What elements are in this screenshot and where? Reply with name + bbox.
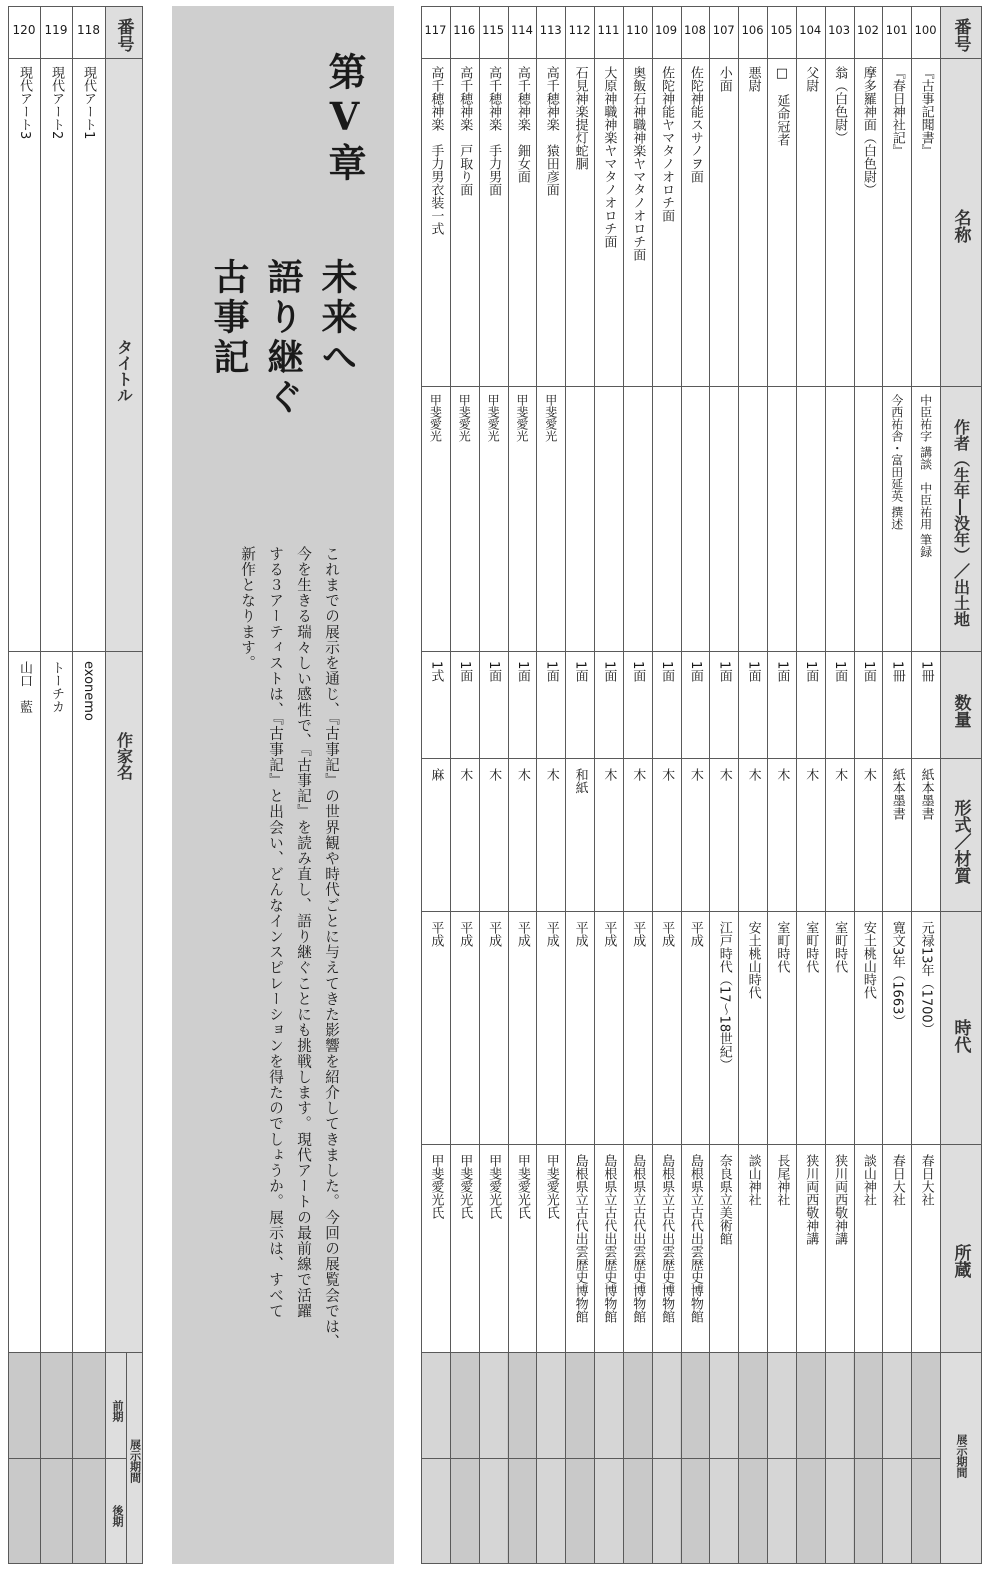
row-quantity: 1面 bbox=[486, 661, 502, 683]
table-row bbox=[854, 6, 883, 1564]
header-period-first: 前期 bbox=[111, 1400, 124, 1422]
row-material: 木 bbox=[745, 768, 761, 781]
row-name: □ 延命冠者 bbox=[774, 66, 790, 146]
row-quantity: 1式 bbox=[428, 661, 444, 683]
row-number: 120 bbox=[12, 23, 36, 37]
header-period-second: 後期 bbox=[111, 1505, 124, 1527]
row-era: 平成 bbox=[486, 921, 502, 947]
chapter-body-line2: 今を生きる瑞々しい感性で、『古事記』を読み直し、語り継ぐことにも挑戦します。現代アートの最前線で活躍 bbox=[295, 546, 312, 1319]
row-number: 110 bbox=[626, 23, 649, 37]
table-row bbox=[421, 6, 450, 1564]
row-quantity: 1面 bbox=[514, 661, 530, 683]
row-owner: 長尾神社 bbox=[774, 1154, 790, 1206]
row-quantity: 1面 bbox=[774, 661, 790, 683]
row-name: 悪尉 bbox=[745, 66, 761, 92]
row-era: 安土桃山時代 bbox=[860, 921, 876, 999]
row-name: 高千穂神楽 猿田彦面 bbox=[543, 66, 559, 196]
row-quantity: 1面 bbox=[832, 661, 848, 683]
row-material: 木 bbox=[687, 768, 703, 781]
table-row bbox=[767, 6, 796, 1564]
chapter-title-line2: 語り継ぐ bbox=[262, 258, 304, 418]
row-era: 室町時代 bbox=[832, 921, 848, 973]
table-row bbox=[911, 6, 940, 1564]
row-owner: 春日大社 bbox=[918, 1154, 934, 1206]
row-material: 木 bbox=[860, 768, 876, 781]
row-number: 108 bbox=[683, 23, 706, 37]
row-material: 木 bbox=[832, 768, 848, 781]
row-owner: 甲斐愛光氏 bbox=[428, 1154, 444, 1219]
row-number: 119 bbox=[44, 23, 68, 37]
row-number: 103 bbox=[828, 23, 851, 37]
chapter-title-line3: 古事記 bbox=[208, 258, 250, 378]
table-row bbox=[796, 6, 825, 1564]
chapter-intro-panel bbox=[172, 6, 394, 1564]
row-quantity: 1面 bbox=[687, 661, 703, 683]
row-quantity: 1冊 bbox=[918, 661, 934, 683]
row-owner: 奈良県立美術館 bbox=[716, 1154, 732, 1245]
row-title: 現代アート1 bbox=[81, 66, 96, 140]
row-author: 甲斐愛光 bbox=[543, 394, 558, 442]
row-era: 安土桃山時代 bbox=[745, 921, 761, 999]
table-row bbox=[508, 6, 537, 1564]
header-number: 番号 bbox=[950, 18, 971, 52]
row-number: 105 bbox=[770, 23, 793, 37]
row-title: 現代アート2 bbox=[49, 66, 64, 140]
row-era: 平成 bbox=[514, 921, 530, 947]
row-owner: 狭川両西敬神講 bbox=[832, 1154, 848, 1245]
row-era: 室町時代 bbox=[774, 921, 790, 973]
row-name: 佐陀神能ヤマタノオロチ面 bbox=[659, 66, 675, 222]
row-artist: exonemo bbox=[81, 661, 96, 721]
row-era: 平成 bbox=[572, 921, 588, 947]
row-material: 木 bbox=[716, 768, 732, 781]
table-row bbox=[709, 6, 738, 1564]
row-number: 101 bbox=[885, 23, 908, 37]
row-era: 室町時代 bbox=[803, 921, 819, 973]
row-author: 甲斐愛光 bbox=[514, 394, 529, 442]
row-number: 104 bbox=[799, 23, 822, 37]
header-period: 展示期間 bbox=[128, 1439, 142, 1483]
row-era: 平成 bbox=[659, 921, 675, 947]
row-name: 高千穂神楽 戸取り面 bbox=[457, 66, 473, 196]
table-row bbox=[565, 6, 594, 1564]
row-name: 『春日神社記』 bbox=[889, 66, 905, 157]
header-artist: 作家名 bbox=[114, 732, 134, 780]
row-owner: 談山神社 bbox=[745, 1154, 761, 1206]
table-row bbox=[450, 6, 479, 1564]
row-material: 木 bbox=[630, 768, 646, 781]
row-quantity: 1面 bbox=[860, 661, 876, 683]
row-quantity: 1冊 bbox=[889, 661, 905, 683]
row-number: 117 bbox=[424, 23, 447, 37]
row-material: 木 bbox=[601, 768, 617, 781]
row-name: 高千穂神楽 手力男面 bbox=[486, 66, 502, 196]
row-number: 115 bbox=[482, 23, 505, 37]
row-number: 116 bbox=[453, 23, 476, 37]
table-row bbox=[594, 6, 623, 1564]
row-era: 平成 bbox=[630, 921, 646, 947]
header-period: 展示期間 bbox=[955, 1434, 968, 1478]
row-name: 高千穂神楽 手力男衣装一式 bbox=[428, 66, 444, 235]
row-quantity: 1面 bbox=[659, 661, 675, 683]
header-number: 番号 bbox=[113, 18, 134, 52]
header-era: 時代 bbox=[950, 1019, 971, 1053]
row-name: 高千穂神楽 鈿女面 bbox=[514, 66, 530, 183]
row-name: 父尉 bbox=[803, 66, 819, 92]
table-row bbox=[479, 6, 508, 1564]
row-artist: トーチカ bbox=[49, 661, 64, 713]
row-quantity: 1面 bbox=[803, 661, 819, 683]
row-quantity: 1面 bbox=[716, 661, 732, 683]
table-row bbox=[72, 6, 105, 1564]
row-owner: 甲斐愛光氏 bbox=[486, 1154, 502, 1219]
table-row bbox=[882, 6, 911, 1564]
row-quantity: 1面 bbox=[543, 661, 559, 683]
row-quantity: 1面 bbox=[457, 661, 473, 683]
row-material: 木 bbox=[543, 768, 559, 781]
row-era: 平成 bbox=[543, 921, 559, 947]
header-name: 名称 bbox=[950, 209, 971, 243]
row-owner: 甲斐愛光氏 bbox=[543, 1154, 559, 1219]
row-name: 佐陀神能スサノヲ面 bbox=[687, 66, 703, 183]
chapter-body-line4: 新作となります。 bbox=[239, 546, 256, 671]
row-quantity: 1面 bbox=[572, 661, 588, 683]
row-author: 甲斐愛光 bbox=[457, 394, 472, 442]
table-row bbox=[652, 6, 681, 1564]
row-name: 摩多羅神面（白色尉） bbox=[860, 66, 876, 196]
row-number: 106 bbox=[741, 23, 764, 37]
row-name: 小面 bbox=[716, 66, 732, 92]
table-row bbox=[681, 6, 710, 1564]
table-row bbox=[536, 6, 565, 1564]
row-owner: 島根県立古代出雲歴史博物館 bbox=[687, 1154, 703, 1323]
row-number: 111 bbox=[597, 23, 620, 37]
header-title: タイトル bbox=[114, 339, 134, 403]
row-material: 木 bbox=[774, 768, 790, 781]
row-material: 木 bbox=[486, 768, 502, 781]
row-owner: 島根県立古代出雲歴史博物館 bbox=[601, 1154, 617, 1323]
header-owner: 所蔵 bbox=[950, 1244, 971, 1278]
row-owner: 甲斐愛光氏 bbox=[457, 1154, 473, 1219]
row-material: 木 bbox=[514, 768, 530, 781]
row-author: 甲斐愛光 bbox=[428, 394, 443, 442]
chapter-body-line3: する３アーティストは、『古事記』と出会い、どんなインスピレーションを得たのでしょうか。展示は、すべて bbox=[267, 546, 284, 1319]
row-owner: 島根県立古代出雲歴史博物館 bbox=[630, 1154, 646, 1323]
row-era: 江戸時代（17～18世紀） bbox=[716, 921, 732, 1072]
row-owner: 島根県立古代出雲歴史博物館 bbox=[659, 1154, 675, 1323]
row-era: 平成 bbox=[601, 921, 617, 947]
row-quantity: 1面 bbox=[630, 661, 646, 683]
row-author: 今西祐舎・富田延英 撰述 bbox=[889, 394, 904, 530]
row-era: 元禄13年（1700） bbox=[918, 921, 934, 1036]
row-number: 118 bbox=[77, 23, 100, 37]
row-owner: 島根県立古代出雲歴史博物館 bbox=[572, 1154, 588, 1323]
table-row bbox=[738, 6, 767, 1564]
right-exhibit-table bbox=[421, 6, 982, 1564]
row-material: 紙本墨書 bbox=[889, 768, 905, 820]
table-row bbox=[825, 6, 854, 1564]
row-era: 平成 bbox=[457, 921, 473, 947]
row-number: 102 bbox=[856, 23, 879, 37]
row-number: 100 bbox=[914, 23, 937, 37]
row-material: 麻 bbox=[428, 768, 444, 781]
row-number: 107 bbox=[712, 23, 735, 37]
row-name: 翁（白色尉） bbox=[832, 66, 848, 144]
row-artist: 山口 藍 bbox=[17, 661, 32, 713]
row-owner: 春日大社 bbox=[889, 1154, 905, 1206]
row-material: 和紙 bbox=[572, 768, 588, 794]
row-quantity: 1面 bbox=[601, 661, 617, 683]
row-owner: 狭川両西敬神講 bbox=[803, 1154, 819, 1245]
row-name: 『古事記聞書』 bbox=[918, 66, 934, 157]
header-material: 形式／材質 bbox=[950, 798, 971, 884]
row-quantity: 1面 bbox=[745, 661, 761, 683]
row-author: 甲斐愛光 bbox=[486, 394, 501, 442]
row-name: 大原神職神楽ヤマタノオロチ面 bbox=[601, 66, 617, 248]
table-row bbox=[623, 6, 652, 1564]
header-author: 作者（生年―没年）／出土地 bbox=[951, 419, 971, 627]
row-name: 奥飯石神職神楽ヤマタノオロチ面 bbox=[630, 66, 646, 261]
row-era: 平成 bbox=[687, 921, 703, 947]
row-material: 木 bbox=[803, 768, 819, 781]
row-era: 平成 bbox=[428, 921, 444, 947]
row-author: 中臣祐字 講談 中臣祐用 筆録 bbox=[918, 394, 933, 558]
table-row bbox=[40, 6, 72, 1564]
row-title: 現代アート3 bbox=[17, 66, 32, 140]
left-exhibit-table bbox=[8, 6, 143, 1564]
table-row bbox=[8, 6, 40, 1564]
chapter-number: 第Ⅴ章 bbox=[322, 52, 367, 185]
row-number: 109 bbox=[655, 23, 678, 37]
row-number: 112 bbox=[568, 23, 591, 37]
row-number: 113 bbox=[539, 23, 562, 37]
row-number: 114 bbox=[510, 23, 533, 37]
row-name: 石見神楽提灯蛇胴 bbox=[572, 66, 588, 170]
row-owner: 談山神社 bbox=[860, 1154, 876, 1206]
row-material: 木 bbox=[457, 768, 473, 781]
row-material: 木 bbox=[659, 768, 675, 781]
row-material: 紙本墨書 bbox=[918, 768, 934, 820]
chapter-body-line1: これまでの展示を通じ、『古事記』の世界観や時代ごとに与えてきた影響を紹介してきました。今回の展覧会では、 bbox=[323, 546, 340, 1350]
chapter-title-line1: 未来へ bbox=[316, 258, 358, 378]
header-quantity: 数量 bbox=[950, 694, 971, 728]
row-era: 寛文3年（1663） bbox=[889, 921, 905, 1028]
row-owner: 甲斐愛光氏 bbox=[514, 1154, 530, 1219]
